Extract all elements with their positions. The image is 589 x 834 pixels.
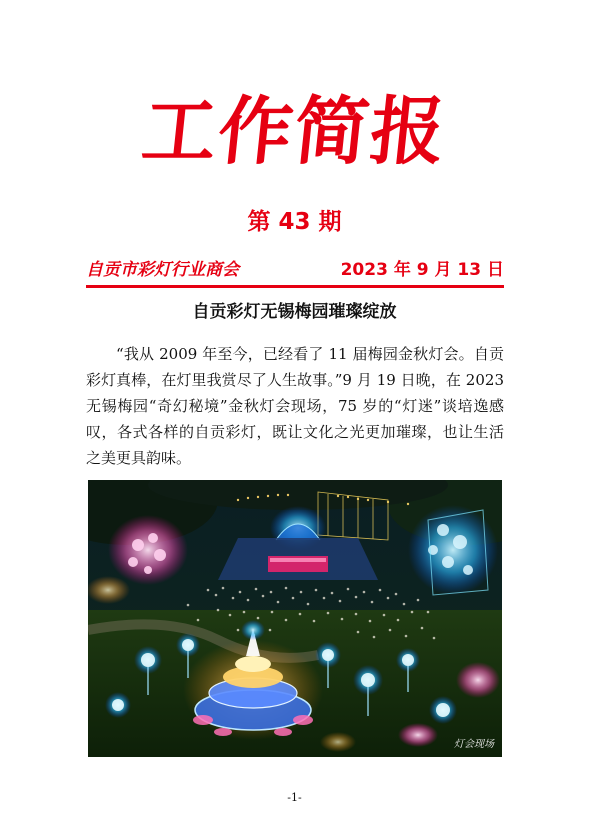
article-title: 自贡彩灯无锡梅园璀璨绽放 (192, 302, 397, 322)
info-row (86, 258, 504, 282)
issue-date: 2023 年 9 月 13 日 (340, 260, 504, 280)
issue-number: 第 43 期 (247, 209, 342, 235)
page-number: -1- (287, 791, 302, 804)
photo-watermark: 灯会现场 (454, 739, 494, 750)
article-paragraph: “我从 2009 年至今，已经看了 11 届梅园金秋灯会。自贡彩灯真棒，在灯里我赏尽了人生故事。”9 月 19 日晚，在 2023 无锡梅园“奇幻秘境”金秋灯会现场，75 岁的“灯迷”谈培逸感叹，各式各样的自贡彩灯，既让文化之光更加璀璨，也让生活之美更具韵味。 (86, 345, 504, 467)
header-divider (86, 285, 504, 288)
organization-name: 自贡市彩灯行业商会 (86, 260, 239, 280)
masthead-title: 工作简报 (137, 89, 452, 175)
photo-illustration (88, 480, 502, 757)
lantern-festival-photo (88, 480, 502, 757)
